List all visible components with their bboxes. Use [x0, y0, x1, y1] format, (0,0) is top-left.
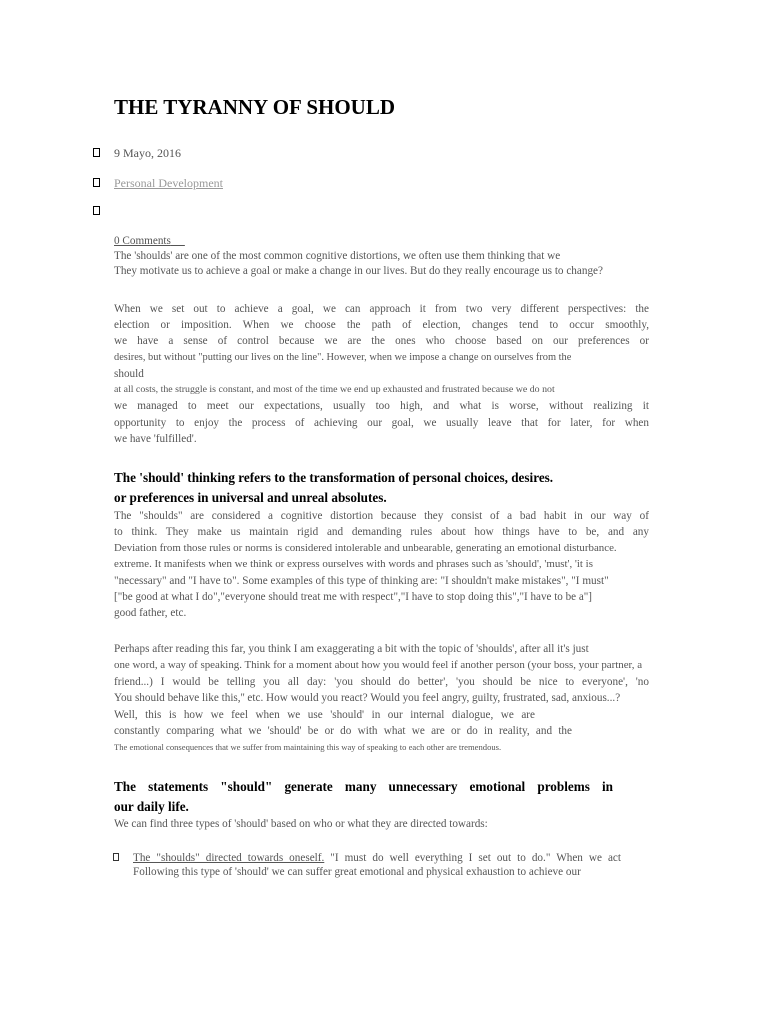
bullet-item [133, 851, 621, 865]
para1-line: opportunity to enjoy the process of achieving our goal, we usually leave that for later, for when [114, 417, 649, 429]
bullet-line: Following this type of 'should' we can suffer great emotional and physical exhaustion to achieve our [133, 866, 581, 878]
article-title: THE TYRANNY OF SHOULD [114, 95, 396, 119]
intro-line: They motivate us to achieve a goal or make a change in our lives. But do they really encourage us to change? [114, 265, 603, 277]
para1-line: at all costs, the struggle is constant, and most of the time we end up exhausted and frustrated because we do not [114, 384, 555, 395]
para1-line: should [114, 368, 144, 380]
section-heading: our daily life. [114, 799, 189, 814]
para4-line: We can find three types of 'should' based on who or what they are directed towards: [114, 818, 488, 830]
para3-line: friend...) I would be telling you all day: 'you should do better', 'you should be nice to everyone', 'no [114, 676, 649, 688]
folder-icon [93, 178, 100, 187]
para3-line: one word, a way of speaking. Think for a moment about how you would feel if another person (your boss, your partner, a [114, 659, 643, 671]
para3-line: Perhaps after reading this far, you think I am exaggerating a bit with the topic of 'shoulds', after all it's just [114, 643, 589, 655]
para2-line: good father, etc. [114, 607, 187, 619]
comment-icon [93, 206, 100, 215]
section-heading: The 'should' thinking refers to the transformation of personal choices, desires. [114, 470, 554, 485]
category-link[interactable]: Personal Development [114, 176, 223, 190]
calendar-icon [93, 148, 100, 157]
intro-line: The 'shoulds' are one of the most common cognitive distortions, we often use them thinking that we [114, 250, 561, 262]
para2-line: ["be good at what I do","everyone should treat me with respect","I have to stop doing this","I have to be a"] [114, 591, 593, 603]
bullet-icon [113, 853, 119, 861]
para1-line: we have a sense of control because we are the ones who choose based on our preferences or [114, 335, 649, 347]
para3-line: Well, this is how we feel when we use 'should' in our internal dialogue, we are [114, 709, 535, 721]
section-heading: or preferences in universal and unreal absolutes. [114, 490, 387, 505]
section-heading: The statements "should" generate many unnecessary emotional problems in [114, 779, 613, 794]
bullet-link[interactable]: The "shoulds" directed towards oneself. [133, 852, 325, 864]
comments-line [114, 234, 185, 248]
para1-line: When we set out to achieve a goal, we can approach it from two very different perspectives: the [114, 303, 649, 315]
para2-line: extreme. It manifests when we think or express ourselves with words and phrases such as 'should', 'must', 'it is [114, 558, 593, 570]
para1-line: we managed to meet our expectations, usually too high, and what is worse, without realizing it [114, 400, 649, 412]
para2-line: The "shoulds" are considered a cognitive distortion because they consist of a bad habit in our way of [114, 510, 649, 522]
para1-line: election or imposition. When we choose the path of election, changes tend to occur smoothly, [114, 319, 649, 331]
bullet-text: "I must do well everything I set out to do." When we act [324, 852, 621, 864]
para2-line: Deviation from those rules or norms is considered intolerable and unbearable, generating an emotional disturbance. [114, 542, 617, 554]
para3-line: You should behave like this,'' etc. How would you react? Would you feel angry, guilty, frustrated, sad, anxious...? [114, 692, 621, 704]
para2-line: "necessary" and "I have to". Some examples of this type of thinking are: "I shouldn't make mistakes", "I must" [114, 575, 609, 587]
para2-line: to think. They make us maintain rigid and demanding rules about how things have to be, and any [114, 526, 649, 538]
para3-line: The emotional consequences that we suffer from maintaining this way of speaking to each other are tremendous. [114, 742, 502, 752]
post-date: 9 Mayo, 2016 [114, 146, 181, 160]
para1-line: we have 'fulfilled'. [114, 433, 197, 445]
para1-line: desires, but without "putting our lives on the line". However, when we impose a change on ourselves from the [114, 352, 572, 363]
comments-link[interactable]: 0 Comments [114, 235, 171, 247]
para3-line: constantly comparing what we 'should' be or do with what we are or do in reality, and the [114, 725, 572, 737]
